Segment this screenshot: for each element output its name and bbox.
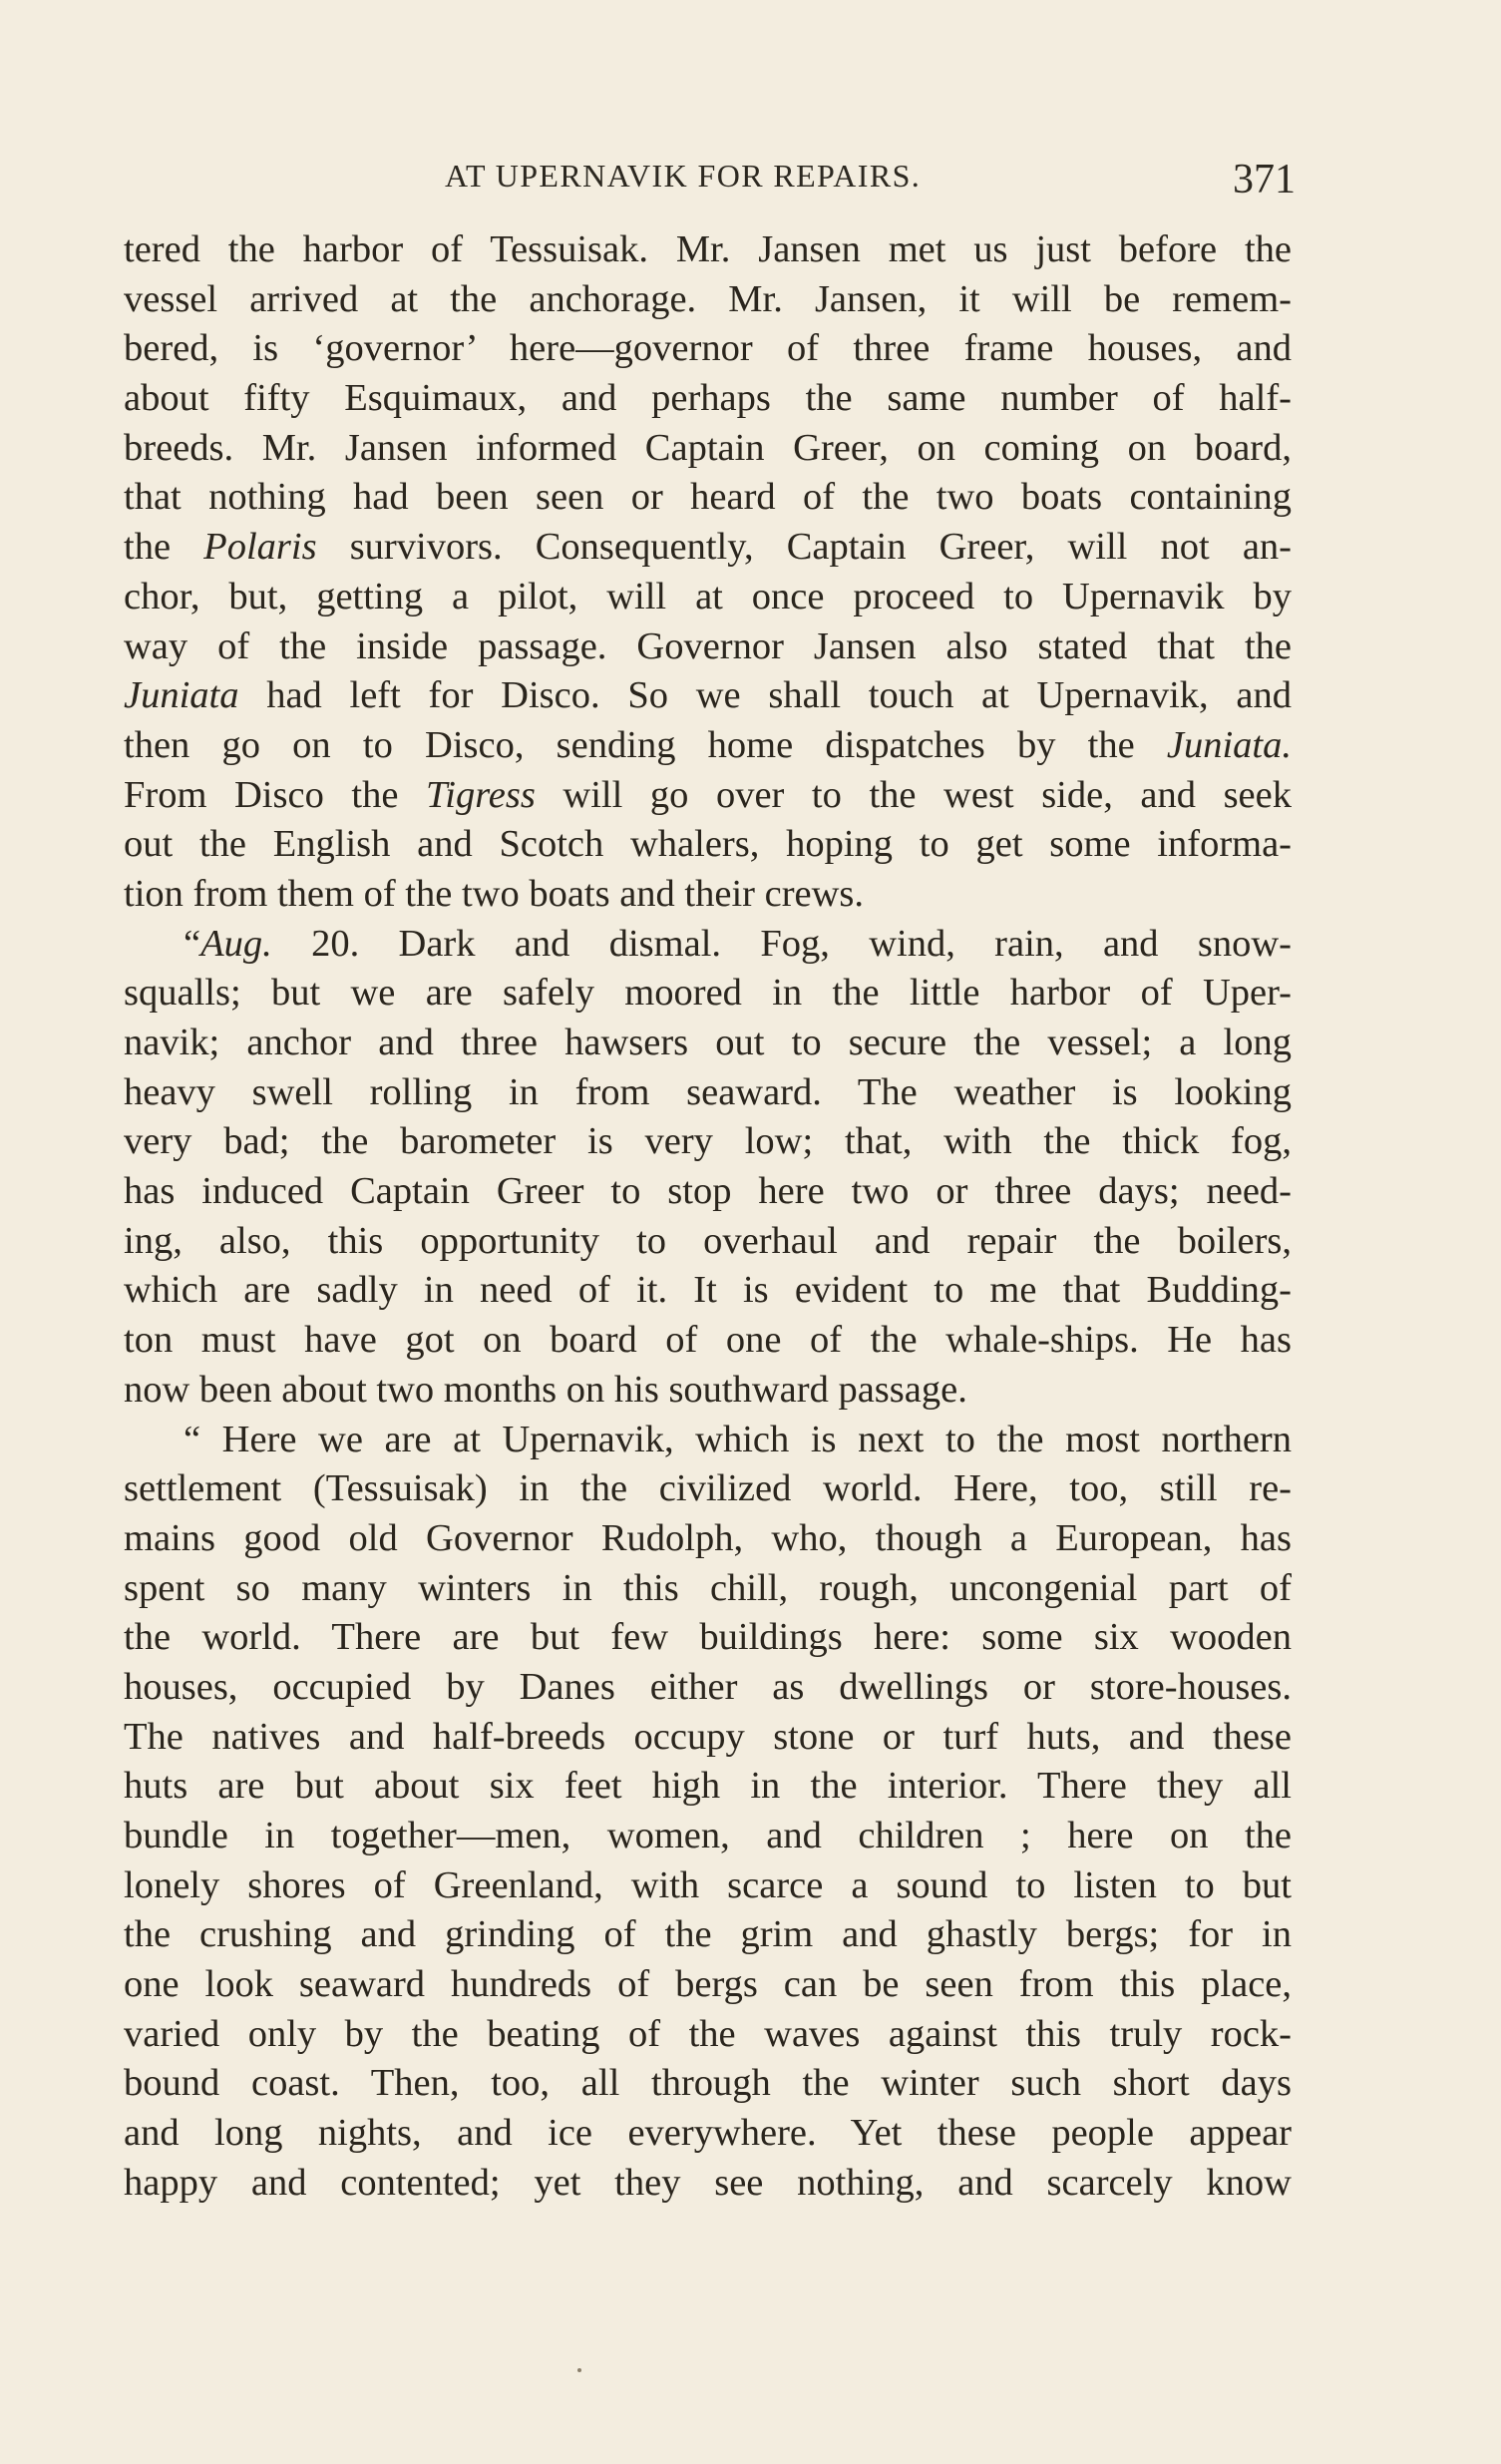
text-line xyxy=(124,1316,1292,1366)
text-line xyxy=(124,225,1292,275)
text-line xyxy=(124,573,1292,622)
text-line xyxy=(124,424,1292,474)
text-line xyxy=(124,2059,1292,2109)
line-text: vessel arrived at the anchorage. Mr. Jansen, it will be remem- xyxy=(124,277,1292,320)
line-text: breeds. Mr. Jansen informed Captain Greer, on coming on board, xyxy=(124,426,1292,469)
line-text: and long nights, and ice everywhere. Yet these people appear xyxy=(124,2112,1292,2155)
text-line xyxy=(124,1366,1292,1416)
line-text: then go on to Disco, sending home dispatches by the xyxy=(124,723,1167,766)
text-line xyxy=(124,820,1292,870)
line-text: about fifty Esquimaux, and perhaps the same number of half- xyxy=(124,377,1292,420)
line-text: survivors. Consequently, Captain Greer, will not an- xyxy=(316,526,1292,569)
text-line xyxy=(124,1762,1292,1812)
text-line xyxy=(124,969,1292,1019)
text-line xyxy=(124,1068,1292,1118)
text-line xyxy=(124,1464,1292,1514)
text-line xyxy=(124,1564,1292,1614)
text-line xyxy=(124,721,1292,771)
line-text: has induced Captain Greer to stop here two or three days; need- xyxy=(124,1170,1292,1213)
line-text: bered, is ‘governor’ here—governor of three frame houses, and xyxy=(124,327,1292,370)
text-line xyxy=(124,523,1292,573)
line-text: way of the inside passage. Governor Jansen also stated that the xyxy=(124,624,1292,667)
line-text: had left for Disco. So we shall touch at Upernavik, and xyxy=(238,674,1292,717)
line-text: settlement (Tessuisak) in the civilized world. Here, too, still re- xyxy=(124,1467,1292,1510)
italic-text: Juniata. xyxy=(1166,723,1292,766)
text-line xyxy=(124,1861,1292,1911)
text-line xyxy=(124,1416,1292,1465)
text-line xyxy=(124,374,1292,424)
text-line xyxy=(124,324,1292,374)
line-text: bundle in together—men, women, and children ; here on the xyxy=(124,1815,1292,1856)
line-text: that nothing had been seen or heard of the two boats containing xyxy=(124,476,1292,519)
line-text: houses, occupied by Danes either as dwellings or store-houses. xyxy=(124,1665,1292,1708)
text-line xyxy=(124,473,1292,523)
text-line xyxy=(124,870,1292,920)
text-line xyxy=(124,1217,1292,1267)
text-line xyxy=(124,275,1292,325)
line-text: heavy swell rolling in from seaward. The weather is looking xyxy=(124,1070,1292,1113)
line-text: which are sadly in need of it. It is evident to me that Budding- xyxy=(124,1269,1292,1312)
text-line xyxy=(124,1613,1292,1663)
line-text: 20. Dark and dismal. Fog, wind, rain, and snow- xyxy=(271,922,1292,965)
line-text: ton must have got on board of one of the whale-ships. He has xyxy=(124,1319,1292,1362)
text-line xyxy=(124,2159,1292,2209)
line-text: will go over to the west side, and seek xyxy=(535,773,1292,816)
text-line xyxy=(124,771,1292,821)
line-text: out the English and Scotch whalers, hoping to get some informa- xyxy=(124,823,1292,866)
italic-text: Juniata xyxy=(124,674,239,717)
text-line xyxy=(124,1514,1292,1564)
line-text: “ Here we are at Upernavik, which is next to the most northern xyxy=(184,1418,1292,1460)
line-text: tion from them of the two boats and their crews. xyxy=(124,872,865,915)
italic-text: Polaris xyxy=(203,526,317,569)
running-head: AT UPERNAVIK FOR REPAIRS. xyxy=(445,158,922,194)
text-line xyxy=(124,2109,1292,2159)
italic-text: Tigress xyxy=(426,773,536,816)
line-text: The natives and half-breeds occupy stone or turf huts, and these xyxy=(124,1715,1292,1758)
line-text: the crushing and grinding of the grim and ghastly bergs; for in xyxy=(124,1913,1292,1956)
line-text: one look seaward hundreds of bergs can be seen from this place, xyxy=(124,1963,1292,2006)
line-text: ing, also, this opportunity to overhaul and repair the boilers, xyxy=(124,1219,1292,1262)
paper-speck xyxy=(577,2368,581,2372)
text-line xyxy=(124,622,1292,672)
line-text: happy and contented; yet they see nothing, and scarcely know xyxy=(124,2161,1292,2204)
line-text: now been about two months on his southward passage. xyxy=(124,1368,967,1411)
text-line xyxy=(124,1663,1292,1713)
line-text: the world. There are but few buildings here: some six wooden xyxy=(124,1616,1292,1659)
text-line xyxy=(124,1019,1292,1068)
line-text: huts are but about six feet high in the interior. There they all xyxy=(124,1765,1292,1808)
text-line xyxy=(124,1812,1292,1861)
line-text: bound coast. Then, too, all through the winter such short days xyxy=(124,2062,1292,2105)
page-number: 371 xyxy=(1233,157,1296,203)
line-text: varied only by the beating of the waves against this truly rock- xyxy=(124,2012,1292,2055)
line-text: squalls; but we are safely moored in the little harbor of Uper- xyxy=(124,972,1292,1015)
line-text: “ xyxy=(184,922,201,965)
italic-text: Aug. xyxy=(200,922,272,965)
text-line xyxy=(124,1713,1292,1763)
text-line xyxy=(124,1117,1292,1167)
line-text: lonely shores of Greenland, with scarce a sound to listen to but xyxy=(124,1863,1292,1906)
text-line xyxy=(124,671,1292,721)
text-line xyxy=(124,1266,1292,1316)
text-line xyxy=(124,1960,1292,2010)
text-line xyxy=(124,920,1292,970)
line-text: the xyxy=(124,526,204,569)
body-text xyxy=(124,225,1292,2209)
line-text: tered the harbor of Tessuisak. Mr. Jansen met us just before the xyxy=(124,228,1292,270)
line-text: spent so many winters in this chill, rough, uncongenial part of xyxy=(124,1566,1292,1609)
text-line xyxy=(124,2010,1292,2060)
text-line xyxy=(124,1910,1292,1960)
line-text: very bad; the barometer is very low; that, with the thick fog, xyxy=(124,1120,1292,1163)
line-text: navik; anchor and three hawsers out to secure the vessel; a long xyxy=(124,1022,1292,1063)
line-text: mains good old Governor Rudolph, who, though a European, has xyxy=(124,1516,1292,1559)
line-text: chor, but, getting a pilot, will at once proceed to Upernavik by xyxy=(124,575,1292,617)
text-line xyxy=(124,1167,1292,1217)
line-text: From Disco the xyxy=(124,773,426,816)
